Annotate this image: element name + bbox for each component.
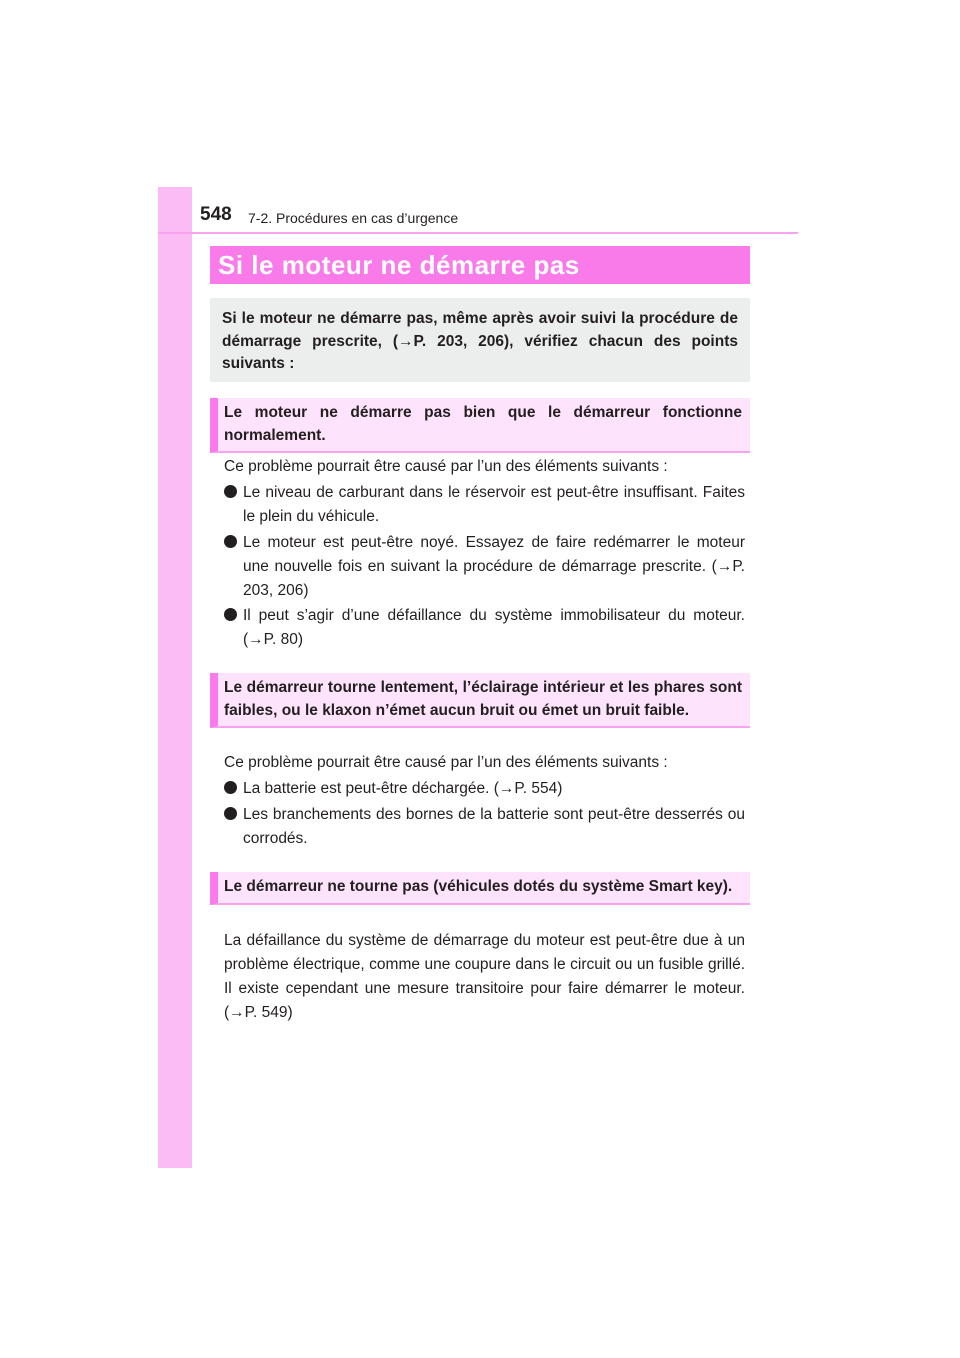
list-item	[224, 604, 745, 652]
list-item	[224, 777, 745, 801]
section-heading-1	[210, 398, 750, 453]
bullet-icon	[224, 781, 237, 794]
list-item	[224, 531, 745, 603]
list-item-text: Les branchements des bornes de la batterie sont peut-être desserrés ou corrodés.	[243, 806, 745, 847]
list-item	[224, 803, 745, 851]
section-label: 7-2. Procédures en cas d’urgence	[248, 210, 459, 226]
side-color-strip	[158, 187, 192, 1168]
intro-text: Si le moteur ne démarre pas, même après avoir suivi la procédure de démarrage prescrite, (→P. 203, 206), vérifiez chacun des points suivants :	[222, 310, 738, 372]
header-divider	[158, 232, 798, 234]
section-heading-3	[210, 872, 750, 905]
list-item-text: La batterie est peut-être déchargée. (→P. 554)	[243, 780, 563, 797]
list-item	[224, 481, 745, 529]
bullet-icon	[224, 535, 237, 548]
section-lead: Ce problème pourrait être causé par l’un des éléments suivants :	[224, 754, 668, 771]
section-heading-text: Le moteur ne démarre pas bien que le démarreur fonctionne normalement.	[224, 404, 742, 444]
bullet-icon	[224, 485, 237, 498]
section-heading-text: Le démarreur tourne lentement, l’éclairage intérieur et les phares sont faibles, ou le klaxon n’émet aucun bruit ou émet un bruit faible.	[224, 679, 742, 719]
list-item-text: Le niveau de carburant dans le réservoir est peut-être insuffisant. Faites le plein du véhicule.	[243, 484, 745, 525]
list-item-text: Il peut s’agir d’une défaillance du système immobilisateur du moteur. (→P. 80)	[243, 607, 745, 648]
section-heading-2	[210, 673, 750, 728]
section-lead: Ce problème pourrait être causé par l’un des éléments suivants :	[224, 458, 668, 475]
bullet-icon	[224, 807, 237, 820]
section-heading-text: Le démarreur ne tourne pas (véhicules dotés du système Smart key).	[224, 878, 733, 895]
page-title-bar	[210, 246, 750, 284]
page-number: 548	[200, 204, 232, 225]
bullet-icon	[224, 608, 237, 621]
section-body: La défaillance du système de démarrage du moteur est peut-être due à un problème électrique, comme une coupure dans le circuit ou un fusible grillé. Il existe cependant une mesure transitoire pour faire démarrer le moteur. (→P. 549)	[224, 932, 745, 1021]
intro-box	[210, 298, 750, 382]
list-item-text: Le moteur est peut-être noyé. Essayez de faire redémarrer le moteur une nouvelle fois en suivant la procédure de démarrage prescrite. (→P. 203, 206)	[243, 534, 745, 599]
page-title: Si le moteur ne démarre pas	[218, 250, 580, 280]
